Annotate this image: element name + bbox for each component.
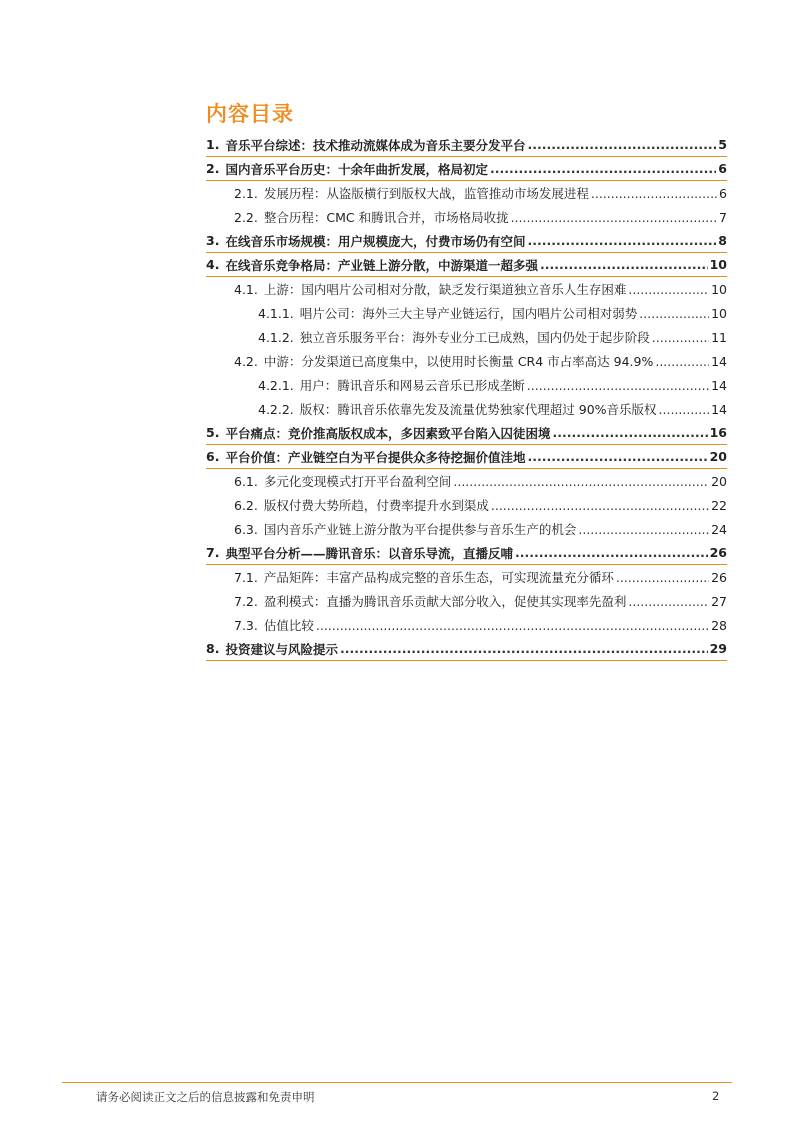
- toc-entry-number: 6.2.: [234, 497, 258, 513]
- toc-entry-text: 产品矩阵：丰富产品构成完整的音乐生态，可实现流量充分循环: [263, 570, 614, 585]
- toc-entry-text: 估值比较: [263, 618, 314, 633]
- toc-entry-text: 平台痛点：竞价推高版权成本，多因素致平台陷入囚徒困境: [225, 425, 551, 441]
- toc-entry-text: 中游：分发渠道已高度集中，以使用时长衡量 CR4 市占率高达 94.9%: [263, 354, 654, 369]
- toc-entry[interactable]: [206, 349, 727, 373]
- toc-entry-number: 4.: [206, 257, 220, 272]
- toc-entry-text: 用户：腾讯音乐和网易云音乐已形成垄断: [299, 378, 525, 393]
- toc-entry-text: 版权付费大势所趋，付费率提升水到渠成: [263, 498, 489, 513]
- toc-entry-text: 发展历程：从盗版横行到版权大战，监管推动市场发展进程: [263, 186, 589, 201]
- toc-leader-dots: [527, 378, 709, 393]
- toc-entry-page: 6: [719, 185, 727, 201]
- toc-entry[interactable]: [206, 133, 727, 157]
- toc-entry-number: 5.: [206, 425, 220, 440]
- toc-leader-dots: [540, 257, 708, 272]
- toc-entry-number: 4.2.2.: [258, 401, 294, 417]
- toc-entry-text: 版权：腾讯音乐依靠先发及流量优势独家代理超过 90%音乐版权: [299, 402, 657, 417]
- toc-entry[interactable]: [206, 565, 727, 589]
- toc-leader-dots: [552, 425, 707, 440]
- toc-leader-dots: [578, 522, 709, 537]
- toc-entry-text: 多元化变现模式打开平台盈利空间: [263, 474, 452, 489]
- toc-leader-dots: [591, 186, 717, 201]
- toc-entry[interactable]: [206, 517, 727, 541]
- toc-entry-page: 7: [719, 209, 727, 225]
- toc-leader-dots: [527, 233, 716, 248]
- toc-entry-text: 国内音乐平台历史：十余年曲折发展，格局初定: [225, 161, 488, 177]
- toc-leader-dots: [628, 282, 709, 297]
- toc-entry-number: 7.2.: [234, 593, 258, 609]
- toc-entry-text: 在线音乐竞争格局：产业链上游分散，中游渠道一超多强: [225, 257, 538, 273]
- toc-entry-number: 7.1.: [234, 569, 258, 585]
- toc-leader-dots: [628, 594, 709, 609]
- toc-entry-page: 11: [711, 329, 727, 345]
- toc-entry[interactable]: [206, 229, 727, 253]
- toc-leader-dots: [527, 449, 707, 464]
- toc-entry-number: 4.1.1.: [258, 305, 294, 321]
- table-of-contents: [206, 133, 727, 661]
- toc-entry[interactable]: [206, 469, 727, 493]
- toc-entry-text: 在线音乐市场规模：用户规模庞大，付费市场仍有空间: [225, 233, 526, 249]
- toc-entry-text: 平台价值：产业链空白为平台提供众多待挖掘价值洼地: [225, 449, 526, 465]
- toc-leader-dots: [652, 330, 709, 345]
- footer-divider: [62, 1082, 732, 1083]
- toc-entry-number: 3.: [206, 233, 220, 248]
- toc-entry-number: 8.: [206, 641, 220, 656]
- toc-entry[interactable]: [206, 181, 727, 205]
- toc-entry-page: 26: [711, 569, 727, 585]
- toc-entry-page: 5: [718, 137, 727, 152]
- toc-entry-page: 16: [709, 425, 727, 440]
- toc-entry[interactable]: [206, 397, 727, 421]
- footer-disclaimer: 请务必阅读正文之后的信息披露和免责申明: [96, 1090, 315, 1104]
- toc-entry-text: 音乐平台综述：技术推动流媒体成为音乐主要分发平台: [225, 137, 526, 153]
- toc-leader-dots: [639, 306, 709, 321]
- toc-leader-dots: [316, 618, 709, 633]
- toc-entry-page: 20: [711, 473, 727, 489]
- toc-entry[interactable]: [206, 373, 727, 397]
- toc-entry-page: 8: [718, 233, 727, 248]
- toc-entry-number: 4.2.: [234, 353, 258, 369]
- toc-leader-dots: [340, 641, 708, 656]
- toc-entry-text: 上游：国内唱片公司相对分散，缺乏发行渠道独立音乐人生存困难: [263, 282, 627, 297]
- toc-entry[interactable]: [206, 325, 727, 349]
- toc-leader-dots: [659, 402, 710, 417]
- toc-entry-page: 26: [709, 545, 727, 560]
- toc-entry-number: 6.3.: [234, 521, 258, 537]
- toc-leader-dots: [490, 161, 716, 176]
- toc-entry[interactable]: [206, 253, 727, 277]
- toc-entry-page: 14: [711, 401, 727, 417]
- toc-entry-page: 29: [709, 641, 727, 656]
- toc-entry[interactable]: [206, 421, 727, 445]
- toc-entry-number: 4.1.: [234, 281, 258, 297]
- toc-entry-page: 27: [711, 593, 727, 609]
- toc-entry-page: 20: [709, 449, 727, 464]
- toc-entry-page: 6: [718, 161, 727, 176]
- page-number: 2: [712, 1089, 720, 1103]
- toc-entry[interactable]: [206, 301, 727, 325]
- toc-entry-number: 2.: [206, 161, 220, 176]
- toc-leader-dots: [527, 137, 716, 152]
- toc-entry-page: 24: [711, 521, 727, 537]
- toc-entry-number: 6.: [206, 449, 220, 464]
- toc-entry-page: 14: [711, 377, 727, 393]
- toc-entry-text: 整合历程：CMC 和腾讯合并，市场格局收拢: [263, 210, 509, 225]
- toc-entry-number: 7.: [206, 545, 220, 560]
- toc-entry-number: 4.1.2.: [258, 329, 294, 345]
- toc-entry-text: 盈利模式：直播为腾讯音乐贡献大部分收入，促使其实现率先盈利: [263, 594, 627, 609]
- toc-entry-page: 10: [711, 305, 727, 321]
- toc-entry-number: 7.3.: [234, 617, 258, 633]
- toc-leader-dots: [655, 354, 709, 369]
- toc-entry-page: 28: [711, 617, 727, 633]
- toc-entry[interactable]: [206, 613, 727, 637]
- toc-entry-page: 22: [711, 497, 727, 513]
- toc-entry[interactable]: [206, 637, 727, 661]
- toc-entry-number: 1.: [206, 137, 220, 152]
- toc-leader-dots: [453, 474, 709, 489]
- toc-entry-text: 独立音乐服务平台：海外专业分工已成熟，国内仍处于起步阶段: [299, 330, 650, 345]
- toc-entry[interactable]: [206, 493, 727, 517]
- toc-leader-dots: [491, 498, 709, 513]
- toc-entry[interactable]: [206, 589, 727, 613]
- toc-entry-text: 国内音乐产业链上游分散为平台提供参与音乐生产的机会: [263, 522, 577, 537]
- toc-leader-dots: [511, 210, 717, 225]
- toc-entry-page: 14: [711, 353, 727, 369]
- toc-entry-page: 10: [711, 281, 727, 297]
- toc-entry[interactable]: [206, 541, 727, 565]
- toc-entry[interactable]: [206, 205, 727, 229]
- toc-leader-dots: [616, 570, 709, 585]
- toc-entry-text: 典型平台分析——腾讯音乐：以音乐导流，直播反哺: [225, 545, 513, 561]
- toc-entry[interactable]: [206, 445, 727, 469]
- toc-entry[interactable]: [206, 157, 727, 181]
- toc-title: 内容目录: [206, 102, 294, 126]
- toc-entry-number: 6.1.: [234, 473, 258, 489]
- toc-entry[interactable]: [206, 277, 727, 301]
- toc-entry-number: 2.2.: [234, 209, 258, 225]
- toc-leader-dots: [515, 545, 708, 560]
- toc-entry-page: 10: [709, 257, 727, 272]
- toc-entry-text: 唱片公司：海外三大主导产业链运行，国内唱片公司相对弱势: [299, 306, 638, 321]
- toc-entry-text: 投资建议与风险提示: [225, 641, 338, 657]
- toc-entry-number: 4.2.1.: [258, 377, 294, 393]
- toc-entry-number: 2.1.: [234, 185, 258, 201]
